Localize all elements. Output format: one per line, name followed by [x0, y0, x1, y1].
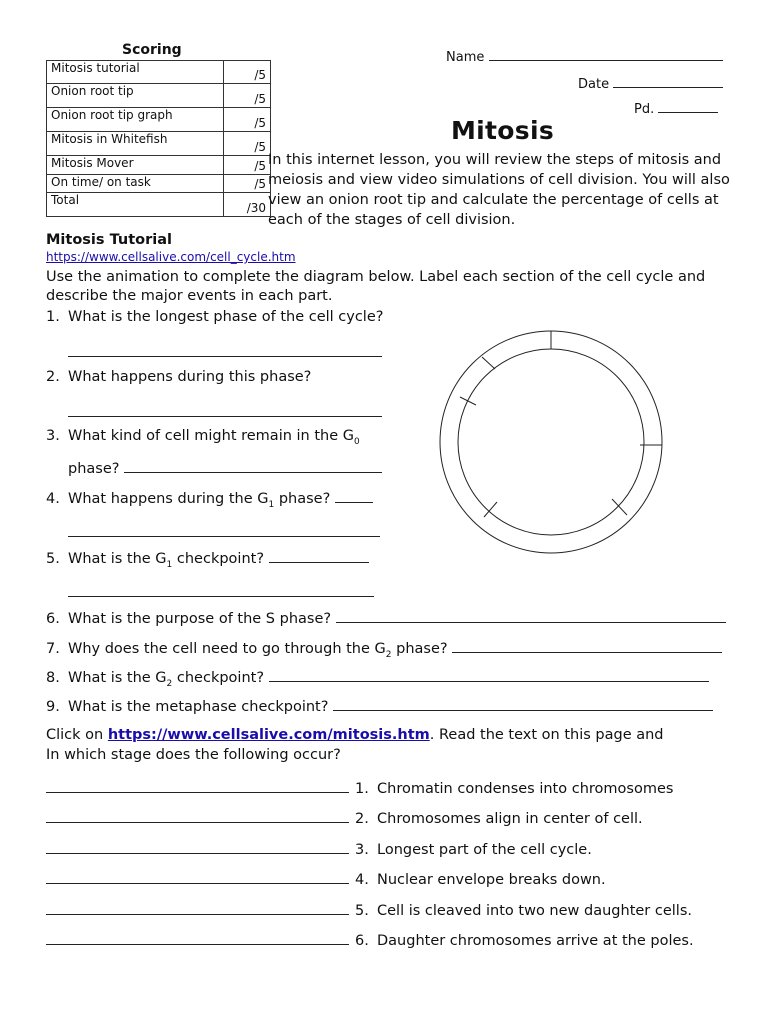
answer-line[interactable]	[452, 638, 722, 653]
date-blank[interactable]	[613, 73, 723, 88]
item-text: Cell is cleaved into two new daughter cells.	[377, 903, 692, 919]
answer-line[interactable]	[333, 696, 713, 711]
item-number: 6.	[355, 933, 369, 949]
list-item	[46, 777, 673, 797]
answer-line[interactable]	[46, 899, 349, 915]
table-row	[47, 175, 271, 193]
scoring-points: /5	[224, 132, 271, 156]
period-label: Pd.	[634, 102, 655, 117]
answer-line[interactable]	[68, 340, 382, 357]
scoring-title: Scoring	[122, 42, 182, 58]
table-row	[47, 132, 271, 156]
tutorial-instructions: Use the animation to complete the diagram below. Label each section of the cell cycle and describe the major events in each part.	[46, 269, 706, 304]
answer-line[interactable]	[46, 929, 349, 945]
mitosis-instructions	[46, 725, 726, 765]
question-number: 5.	[46, 551, 60, 567]
item-number: 1.	[355, 781, 369, 797]
question-6	[46, 608, 726, 627]
name-field[interactable]	[446, 46, 723, 65]
question-number: 7.	[46, 641, 60, 657]
item-text: Chromatin condenses into chromosomes	[377, 781, 674, 797]
divider-upper-left-2	[460, 397, 476, 405]
answer-line[interactable]	[68, 400, 382, 417]
table-row	[47, 61, 271, 84]
question-5	[46, 548, 369, 570]
answer-line[interactable]	[46, 838, 349, 854]
divider-lower-right	[612, 499, 627, 515]
scoring-label: Mitosis tutorial	[47, 61, 224, 84]
period-blank[interactable]	[658, 98, 718, 113]
question-number: 1.	[46, 309, 60, 325]
scoring-label: Onion root tip	[47, 84, 224, 108]
question-number: 4.	[46, 491, 60, 507]
item-number: 5.	[355, 903, 369, 919]
scoring-points: /5	[224, 61, 271, 84]
answer-line[interactable]	[46, 777, 349, 793]
scoring-label: Total	[47, 193, 224, 217]
table-row	[47, 193, 271, 217]
answer-line[interactable]	[269, 548, 369, 563]
scoring-points: /5	[224, 156, 271, 175]
outer-ring	[440, 331, 662, 553]
scoring-table	[46, 60, 271, 217]
question-3-cont	[68, 458, 382, 477]
question-text: What happens during the G	[68, 491, 269, 507]
table-row	[47, 108, 271, 132]
scoring-label: Onion root tip graph	[47, 108, 224, 132]
question-4	[46, 488, 373, 510]
cell-cycle-diagram	[438, 320, 668, 570]
question-subscript: 0	[354, 436, 360, 447]
date-field[interactable]	[578, 73, 723, 92]
period-field[interactable]	[634, 98, 718, 117]
question-subscript: 1	[268, 499, 275, 510]
question-subscript: 2	[385, 649, 392, 660]
answer-line[interactable]	[68, 520, 380, 537]
question-text: phase?	[68, 461, 120, 477]
intro-text: In this internet lesson, you will review the steps of mitosis and meiosis and view video simulations of cell division. You will also view an onion root tip and calculate the percentage of cells at each of the stages of cell division.	[268, 152, 730, 228]
question-number: 2.	[46, 369, 60, 385]
tutorial-heading: Mitosis Tutorial	[46, 232, 172, 248]
scoring-points: /30	[224, 193, 271, 217]
click-suffix: . Read the text on this page and	[429, 727, 664, 743]
question-1	[46, 309, 383, 325]
question-number: 3.	[46, 428, 60, 444]
question-text: What kind of cell might remain in the G	[68, 428, 354, 444]
inner-ring	[458, 349, 644, 535]
question-text: Why does the cell need to go through the G	[68, 641, 386, 657]
table-row	[47, 156, 271, 175]
question-number: 9.	[46, 699, 60, 715]
question-text: What happens during this phase?	[68, 369, 312, 385]
question-text: What is the G	[68, 670, 167, 686]
scoring-points: /5	[224, 108, 271, 132]
question-text: checkpoint?	[172, 551, 265, 567]
item-number: 4.	[355, 872, 369, 888]
question-subscript: 1	[166, 559, 173, 570]
name-blank[interactable]	[489, 46, 723, 61]
date-label: Date	[578, 77, 610, 92]
question-number: 6.	[46, 611, 60, 627]
item-text: Chromosomes align in center of cell.	[377, 811, 643, 827]
question-9	[46, 696, 713, 715]
question-text: phase?	[274, 491, 331, 507]
item-number: 2.	[355, 811, 369, 827]
item-text: Longest part of the cell cycle.	[377, 842, 592, 858]
mitosis-link[interactable]: https://www.cellsalive.com/mitosis.htm	[107, 727, 430, 743]
answer-line[interactable]	[46, 807, 349, 823]
question-8	[46, 667, 709, 689]
question-text: What is the G	[68, 551, 167, 567]
question-7	[46, 638, 722, 660]
list-item	[46, 929, 694, 949]
click-prefix: Click on	[46, 727, 108, 743]
list-item	[46, 899, 692, 919]
divider-upper-left-1	[482, 357, 495, 369]
item-text: Daughter chromosomes arrive at the poles.	[377, 933, 694, 949]
scoring-label: Mitosis in Whitefish	[47, 132, 224, 156]
item-number: 3.	[355, 842, 369, 858]
answer-line[interactable]	[68, 580, 374, 597]
list-item	[46, 838, 592, 858]
question-subscript: 2	[166, 678, 173, 689]
list-item	[46, 807, 643, 827]
question-text: What is the longest phase of the cell cycle?	[68, 309, 384, 325]
question-2	[46, 369, 311, 385]
answer-line[interactable]	[335, 488, 373, 503]
scoring-points: /5	[224, 84, 271, 108]
page-title: Mitosis	[451, 116, 555, 145]
scoring-points: /5	[224, 175, 271, 193]
question-text: What is the purpose of the S phase?	[68, 611, 332, 627]
name-label: Name	[446, 50, 485, 65]
question-text: checkpoint?	[172, 670, 265, 686]
stage-prompt: In which stage does the following occur?	[46, 747, 341, 763]
list-item	[46, 868, 606, 888]
answer-line[interactable]	[46, 868, 349, 884]
item-text: Nuclear envelope breaks down.	[377, 872, 606, 888]
answer-line[interactable]	[336, 608, 726, 623]
answer-line[interactable]	[269, 667, 709, 682]
question-text: phase?	[391, 641, 448, 657]
tutorial-link[interactable]: https://www.cellsalive.com/cell_cycle.htm	[46, 250, 296, 264]
question-number: 8.	[46, 670, 60, 686]
question-3	[46, 428, 360, 447]
question-text: What is the metaphase checkpoint?	[68, 699, 329, 715]
scoring-label: Mitosis Mover	[47, 156, 224, 175]
scoring-label: On time/ on task	[47, 175, 224, 193]
divider-lower-left	[484, 502, 497, 517]
table-row	[47, 84, 271, 108]
answer-line[interactable]	[124, 458, 382, 473]
